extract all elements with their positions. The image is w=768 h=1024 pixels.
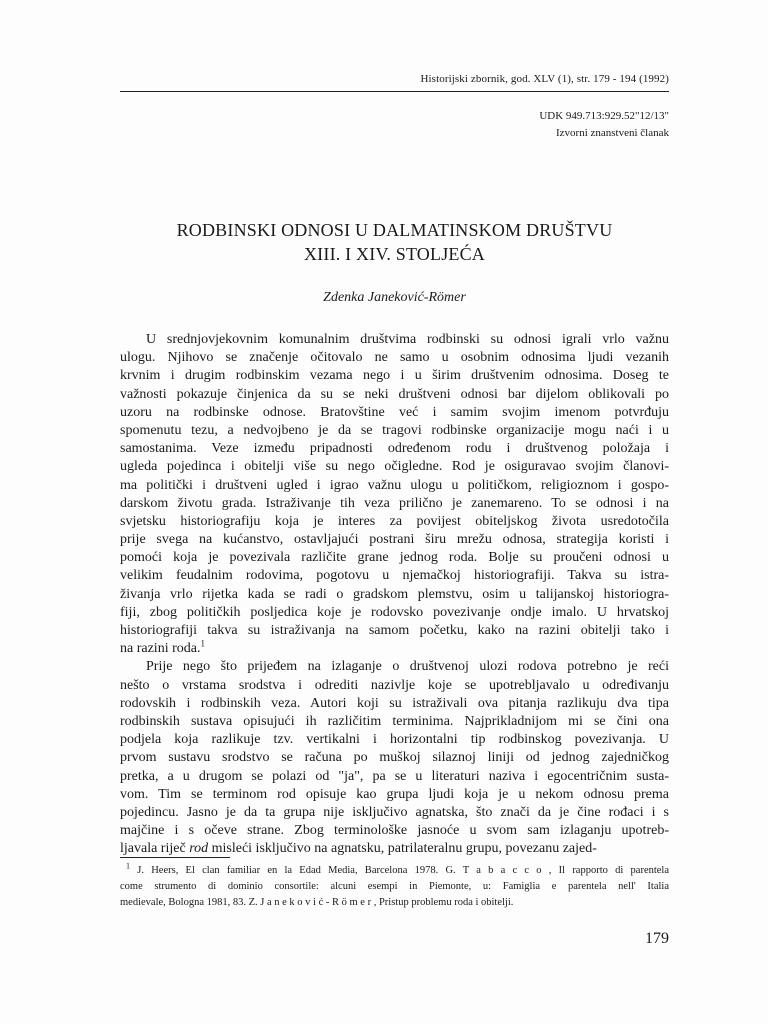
- article-type: Izvorni znanstveni članak: [555, 127, 669, 139]
- footnote: [120, 863, 669, 911]
- title-line-2: XIII. I XIV. STOLJEĆA: [303, 244, 486, 264]
- author-name: Zdenka Janeković-Römer: [323, 290, 466, 305]
- title-line-1: RODBINSKI ODNOSI U DALMATINSKOM DRUŠTVU: [176, 220, 613, 240]
- paragraph-line: [120, 840, 669, 858]
- footnote-rule: [120, 857, 230, 858]
- paragraph-line: rodovskih i rodbinskih veza. Autori koji su istraživali ova pitanja razlikuju dva tipa: [120, 695, 669, 711]
- paragraph-line: krvnim i drugim rodbinskim vezama nego i u širim društvenim odnosima. Doseg te: [120, 368, 669, 384]
- paragraph-line: na razini roda.$^1$: [120, 638, 205, 657]
- paragraph-line: pojedincu. Jasno je da ta grupa nije isključivo agnatska, što znači da je čine rođaci i s: [120, 804, 669, 820]
- running-head: Historijski zbornik, god. XLV (1), str. 179 - 194 (1992): [420, 73, 669, 85]
- udc-code: UDK 949.713:929.52"12/13": [539, 110, 669, 122]
- body-text: [120, 331, 669, 858]
- paragraph-line: prije svega na kućanstvo, ostavljajući postrani širu mrežu odnosa, strategija koristi i: [120, 532, 669, 548]
- paragraph-line: svjetsku historiografiju koja je interes za povijest obiteljskog života usredotočila: [120, 513, 669, 529]
- emphasis-term: rod: [189, 841, 209, 857]
- paragraph-line: spomenutu tezu, a nedvojbeno je da se tragovi rodbinske organizacije mogu naći i u: [120, 422, 669, 438]
- paragraph-line: važnosti pokazuje činjenica da su se neki društveni odnosi bar dijelom oblikovali po: [120, 386, 669, 402]
- paragraph-line: rodbinskih sustava opisujući ih različitim terminima. Najprikladnijom mi se čini ona: [120, 713, 669, 729]
- page-number: 179: [645, 930, 669, 947]
- paragraph-line: U srednjovjekovnim komunalnim društvima rodbinski su odnosi igrali vrlo važnu: [146, 332, 669, 347]
- paragraph-line: velikim feudalnim rodovima, pogotovu u njemačkoj historiografiji. Takva su istra-: [120, 568, 669, 584]
- paragraph-line: podjela koja razlikuje tzv. vertikalni i horizontalni tip rodbinskog povezivanja. U: [120, 732, 669, 748]
- paragraph-line: fiji, zbog političkih posljedica koje je rodovsko povezivanje ondje imalo. U hrvatskoj: [120, 604, 669, 620]
- paragraph-line: pomoći koja je povezivala različite grane jednog roda. Bolje su proučeni odnosi u: [120, 550, 669, 566]
- paragraph-line: samostanima. Veze između pripadnosti određenom rodu i društvenog položaja i: [120, 441, 669, 457]
- header-rule: [120, 91, 669, 92]
- paragraph-line: pretka, a u drugom se polazi od "ja", pa se u literaturi naziva i egocentričnim susta-: [120, 768, 669, 784]
- paragraph-line: ugleda pojedinca i obitelji više su nego očigledne. Rod je osiguravao svojim članovi-: [120, 459, 669, 475]
- paragraph-line: majčine i s očeve strane. Zbog terminološke jasnoće u svom sam izlaganju upotreb-: [120, 823, 669, 839]
- paragraph-line: Prije nego što prijeđem na izlaganje o društvenoj ulozi rodova potrebno je reći: [146, 659, 669, 675]
- footnote-line: [120, 863, 669, 879]
- paragraph-line: uzoru na rodbinske odnose. Bratovštine već i samim svojim imenom potvrđuju: [120, 404, 669, 420]
- paragraph-2: [120, 658, 669, 840]
- article-title: [120, 218, 669, 266]
- paragraph-line: živanja vrlo rijetka kada se radi o gradskom plemstvu, osim u talijanskoj historiogra-: [120, 586, 669, 602]
- paragraph-line: nešto o vrstama srodstva i odrediti nazivlje koje se upotrebljavalo u određivanju: [120, 677, 669, 693]
- text-run: ljavala riječ: [120, 841, 190, 857]
- paragraph-line: vom. Tim se terminom rod opisuje kao grupa ljudi koja je u nekom odnosu prema: [120, 786, 669, 802]
- paragraph-line: ulogu. Njihovo se značenje očitovalo ne samo u osobnim odnosima ljudi vezanih: [120, 350, 669, 366]
- footnote-line: medievale, Bologna 1981, 83. Z. J a n e k o v i ć - R ö m e r , Pristup problemu roda i obitelji.: [120, 897, 514, 908]
- footnote-line: come strumento di dominio consortile: alcuni esempi in Piemonte, u: Famiglia e parentela nell' Italia: [120, 881, 669, 892]
- footnote-text: J. Heers, El clan familiar en la Edad Media, Barcelona 1978. G. T a b a c c o , Il rapporto di parentela: [137, 865, 670, 876]
- paragraph-line: historiografiji takva su istraživanja na samom početku, kako na razini obitelji tako i: [120, 623, 669, 638]
- paragraph-line: ma politički i društveni ugled i igrao važnu ulogu u političkom, religioznom i gospo-: [120, 477, 669, 493]
- paragraph-line: prvom sustavu srodstvo se računa po muškoj silaznoj liniji od jednog zajedničkog: [120, 750, 669, 766]
- paragraph-1: [120, 331, 669, 658]
- footnote-reference[interactable]: 1: [200, 638, 205, 649]
- text-run: misleći isključivo na agnatsku, patrilateralnu grupu, povezanu zajed-: [208, 841, 597, 857]
- classification-block: [490, 108, 669, 142]
- paragraph-line: darskom životu grada. Istraživanje tih veza prilično je zanemareno. To se odnosi i na: [120, 495, 669, 511]
- footnote-marker: 1: [126, 861, 130, 871]
